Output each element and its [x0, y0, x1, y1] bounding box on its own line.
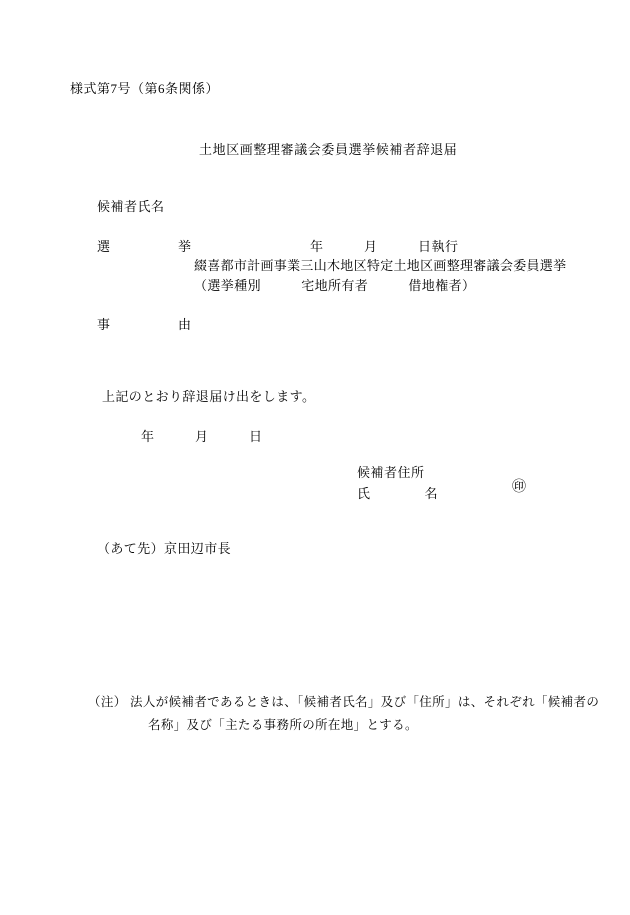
- addressee-line: （あて先）京田辺市長: [97, 541, 232, 556]
- page-title: 土地区画整理審議会委員選挙候補者辞退届: [199, 142, 458, 157]
- signature-date-line: 年 月 日: [141, 429, 263, 444]
- candidate-name-label: 候補者氏名: [97, 199, 165, 214]
- note-line-2: 名称」及び「主たる事務所の所在地」とする。: [148, 718, 418, 732]
- statement-text: 上記のとおり辞退届け出をします。: [102, 389, 316, 404]
- election-name: 綴喜都市計画事業三山木地区特定土地区画整理審議会委員選挙: [194, 258, 567, 273]
- seal-icon: ㊞: [512, 480, 526, 495]
- candidate-name-signature-label: 氏 名: [357, 486, 439, 501]
- candidate-address-label: 候補者住所: [357, 465, 425, 480]
- note-marker: （注）: [88, 695, 127, 709]
- form-number: 様式第7号（第6条関係）: [70, 81, 220, 96]
- election-label: 選 挙: [97, 239, 192, 254]
- reason-label: 事 由: [97, 317, 192, 332]
- note-line-1: 法人が候補者であるときは、「候補者氏名」及び「住所」は、それぞれ「候補者の: [130, 695, 600, 709]
- election-date-line: 年 月 日執行: [310, 239, 459, 254]
- election-kind-line: （選挙種別 宅地所有者 借地権者）: [194, 278, 476, 293]
